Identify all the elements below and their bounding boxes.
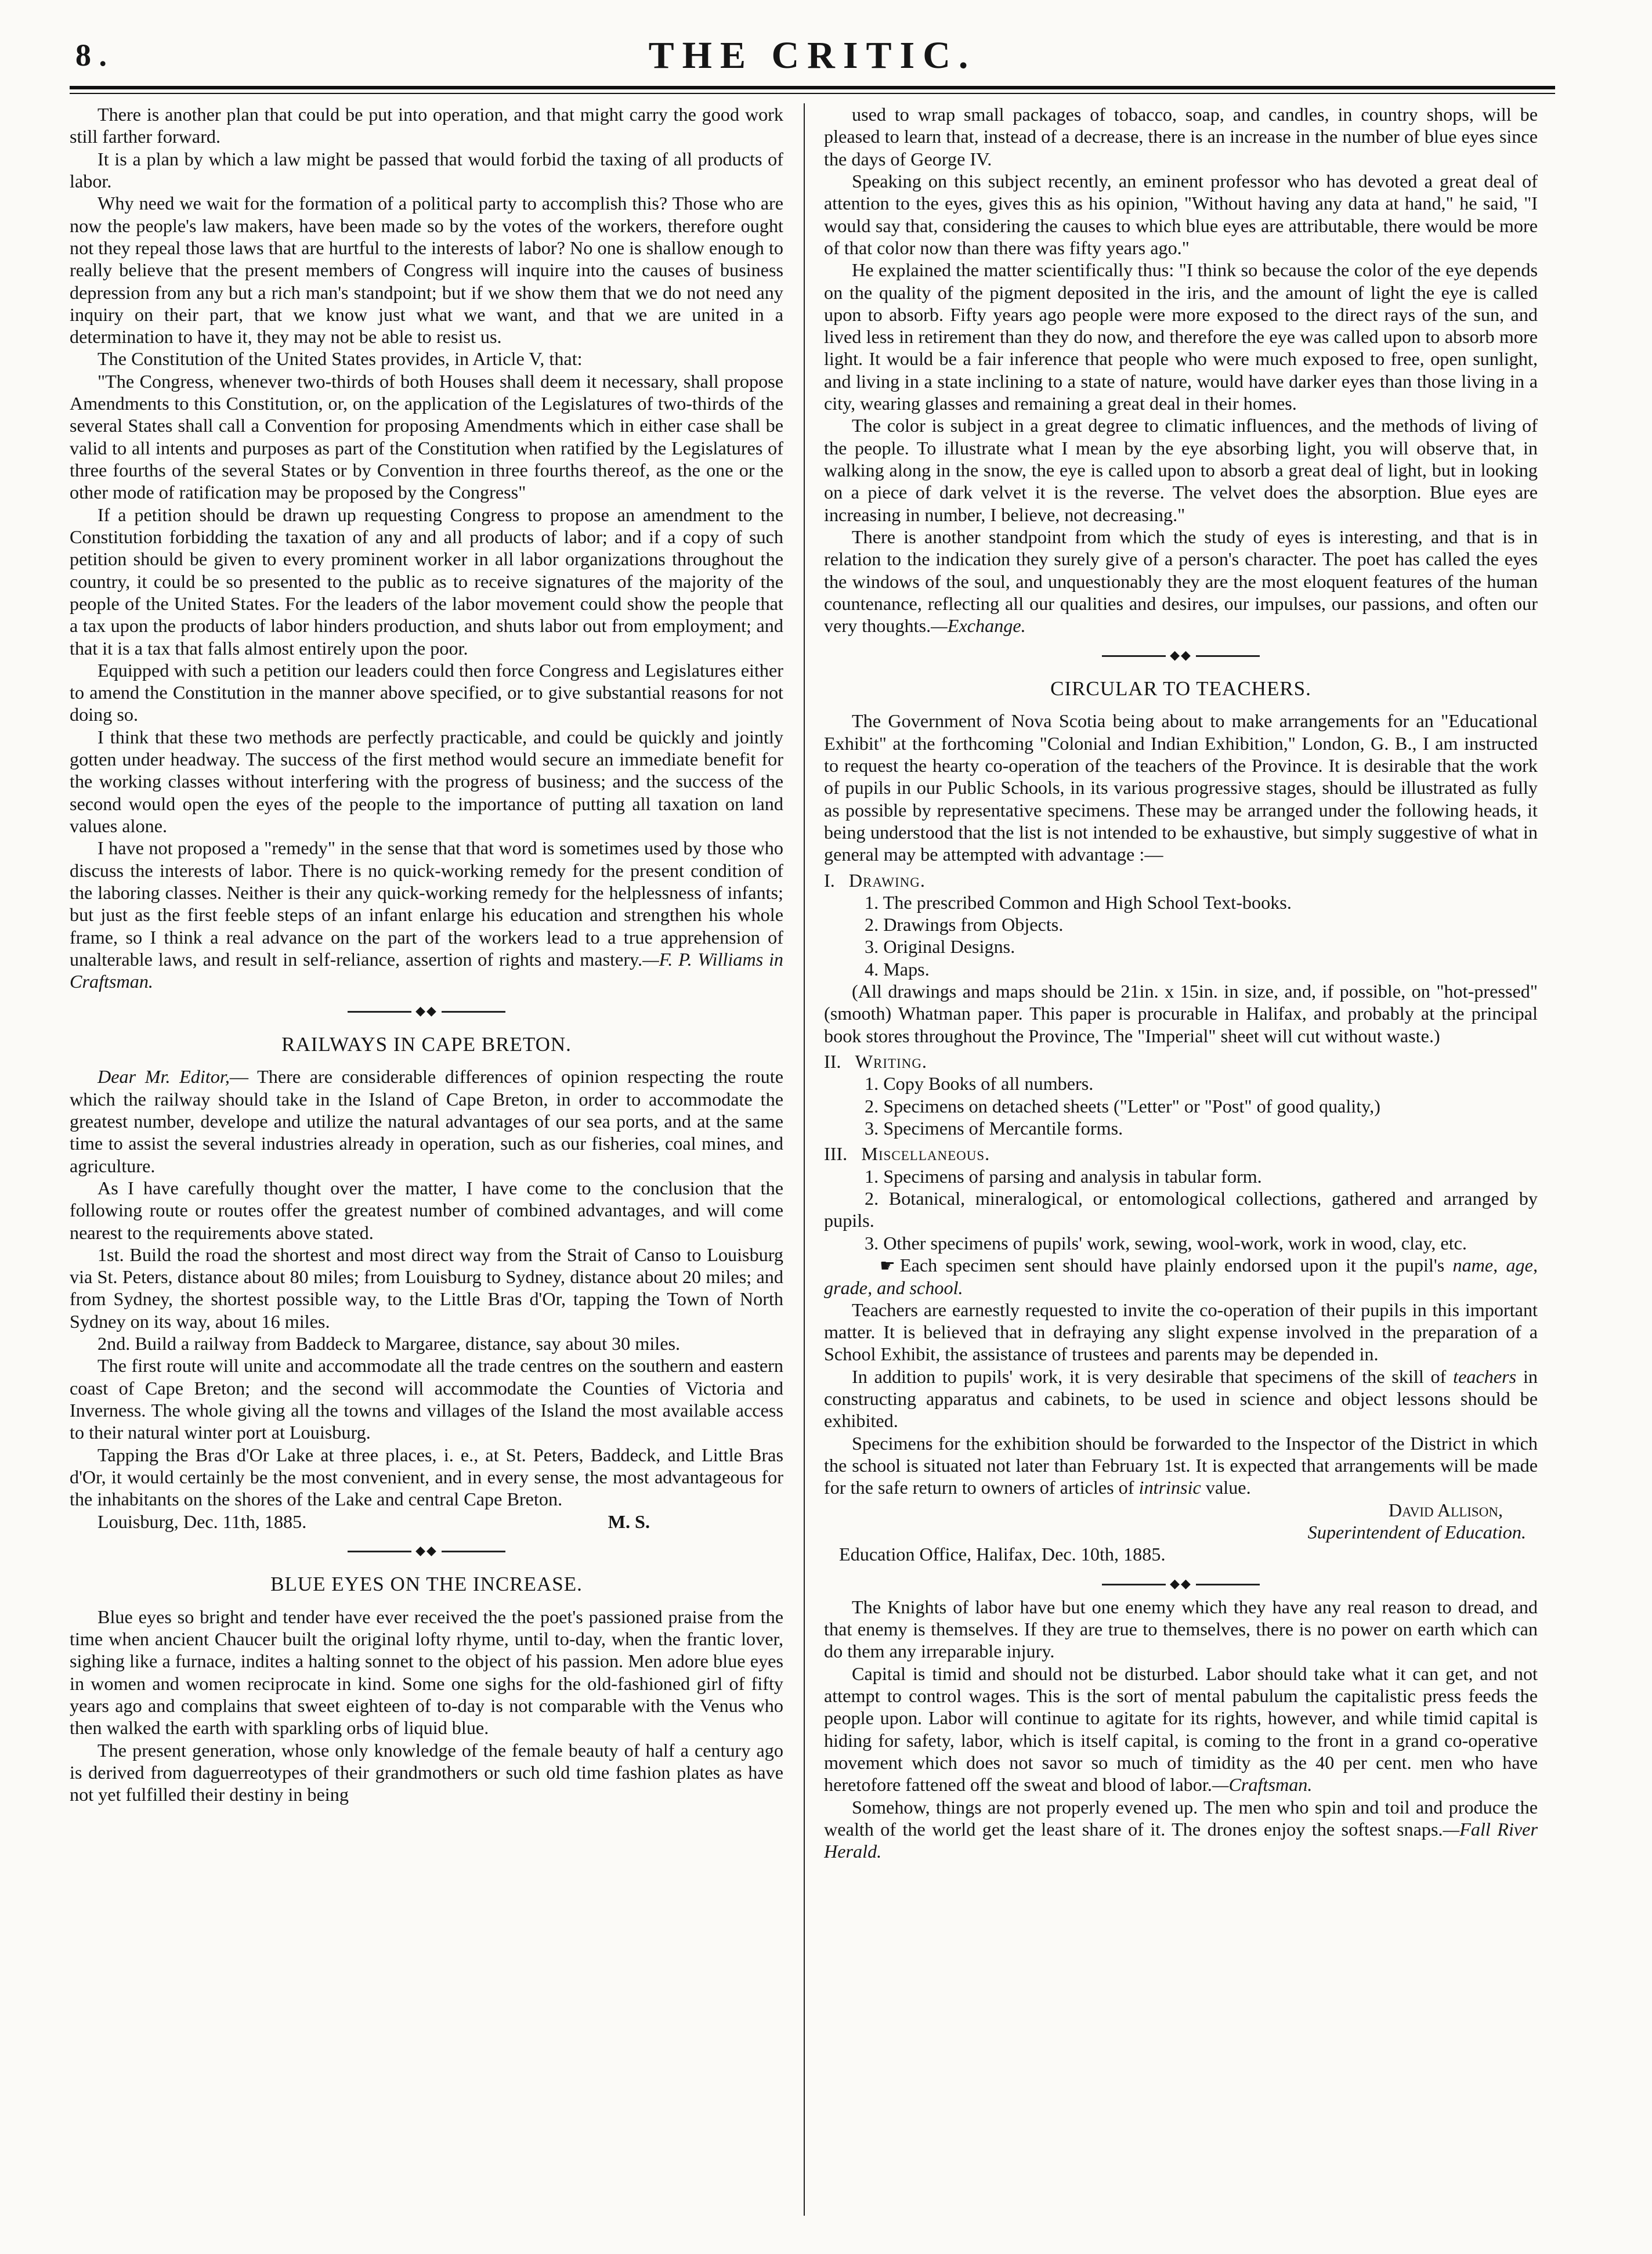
section-number: II. [824, 1051, 841, 1072]
article-source: —Fall River Herald. [824, 1818, 1538, 1862]
article-paragraph: If a petition should be drawn up requesting Congress to propose an amendment to the Constitution forbidding the taxation of any and all products of labor; and if a copy of such petition should be given to every prominent worker in all labor organizations throughout the country, it could be so presented to the public as to receive signatures of the majority of the people of the United States. For the leaders of the labor movement could show the people that a tax upon the products of labor hinders production, and shuts labor out from employment; and that it is a tax that falls almost entirely upon the poor. [70, 504, 783, 659]
paragraph-text: Capital is timid and should not be disturbed. Labor should take what it can get, and not attempt to control wages. This is the sort of mental pabulum the capitalistic press feeds the people upon. Labor will continue to agitate for its rights, however, and while timid capital is hiding for safety, labor, which is itself capital, is coming to the front in a grand co-operative movement which does not savor so much of timidity as the 40 per cent. men who have heretofore fattened off the sweat and blood of labor. [824, 1663, 1538, 1796]
list-item: 3. Other specimens of pupils' work, sewing, wool-work, work in wood, clay, etc. [865, 1232, 1467, 1254]
dateline: Education Office, Halifax, Dec. 10th, 1885. [839, 1544, 1166, 1565]
emphasis-text: teachers [1453, 1366, 1517, 1387]
salutation: Dear Mr. Editor, [97, 1066, 230, 1088]
emphasis-text: name, age, grade, and school. [824, 1254, 1538, 1298]
emphasis-text: intrinsic [1138, 1477, 1201, 1498]
paragraph-text: Somehow, things are not properly evened up. The men who spin and toil and produce the wealth of the world get the least share of it. The drones enjoy the softest snaps. [824, 1796, 1538, 1840]
article-paragraph: Tapping the Bras d'Or Lake at three places, i. e., at St. Peters, Baddeck, and Little Bras d'Or, it would certainly be the most convenient, and in every sense, the most advantageous for the inhabitants on the shores of the Lake and central Cape Breton. [70, 1444, 783, 1510]
article-paragraph: 1st. Build the road the shortest and most direct way from the Strait of Canso to Louisburg via St. Peters, distance about 80 miles; from Louisburg to Sydney, distance about 20 miles; and from Sydney, the shortest possible way, to the Little Bras d'Or, tapping the Town of North Sydney on its way, about 16 miles. [70, 1244, 783, 1332]
article-paragraph [70, 1065, 783, 1177]
section-label: Drawing. [848, 869, 926, 891]
signature-title: Superintendent of Education. [1307, 1521, 1526, 1543]
article-paragraph: Speaking on this subject recently, an eminent professor who has devoted a great deal of attention to the eyes, gives this as his opinion, "Without having any data at hand," he said, "I would say that, considering the causes to which blue eyes are attributable, there would be more of that color now than there was fifty years ago." [824, 170, 1538, 258]
newspaper-page [70, 23, 1555, 2228]
section-separator: ◆◆ [70, 1003, 783, 1018]
article-paragraph: Equipped with such a petition our leaders could then force Congress and Legislatures either to amend the Constitution in the manner above specified, or to give substantial reasons for not doing so. [70, 659, 783, 725]
paragraph-text: In addition to pupils' work, it is very desirable that specimens of the skill of [852, 1366, 1447, 1387]
pointing-hand-icon: ☛ [880, 1256, 895, 1276]
list-item: 1. Copy Books of all numbers. [865, 1073, 1094, 1095]
header-rule-thick [70, 86, 1555, 89]
article-paragraph: The color is subject in a great degree to climatic influences, and the methods of living of the people. To illustrate what I mean by the eye absorbing light, you will observe that, in walking along in the snow, the eye is called upon to absorb a great deal of light, but in looking on a piece of dark velvet it is the reverse. The velvet does the absorption. Blue eyes are increasing in number, I believe, not decreasing." [824, 415, 1538, 525]
signature-name: David Allison, [1388, 1499, 1503, 1520]
column-divider [804, 103, 805, 2216]
section-separator: ◆◆ [70, 1543, 783, 1558]
list-item: 3. Original Designs. [865, 936, 1015, 958]
article-paragraph: The Knights of labor have but one enemy which they have any real reason to dread, and that enemy is themselves. If they are true to themselves, there is no power on earth which can do them any irreparable injury. [824, 1596, 1538, 1662]
article-paragraph: Blue eyes so bright and tender have ever received the the poet's passioned praise from the time when ancient Chaucer built the original lofty rhyme, until to-day, when the frantic lover, sighing like a furnace, indites a halting sonnet to the object of his passion. Men adore blue eyes in women and women reciprocate in kind. Some one sighs for the old-fashioned girl of fifty years ago and complains that sweet eighteen of to-day is not comparable with the Venus who then walked the earth with sparkling orbs of liquid blue. [70, 1606, 783, 1739]
list-item: 2. Specimens on detached sheets ("Letter" or "Post" of good quality,) [865, 1095, 1380, 1117]
header-rule-thin [70, 93, 1555, 94]
article-paragraph: The first route will unite and accommodate all the trade centres on the southern and eastern coast of Cape Breton; and the second will accommodate the Counties of Victoria and Inverness. The whole giving all the towns and villages of the Island the most available access to their natural winter port at Louisburg. [70, 1355, 783, 1443]
list-item: 3. Specimens of Mercantile forms. [865, 1117, 1123, 1139]
article-source: —Exchange. [931, 615, 1026, 637]
article-heading: RAILWAYS IN CAPE BRETON. [281, 1032, 572, 1056]
paragraph-text: I have not proposed a "remedy" in the sense that that word is sometimes used by those who discuss the interests of labor. There is no quick-working remedy for the present condition of the laboring classes. Neither is their any quick-working remedy for the helplessness of infants; but just as the first feeble steps of an infant enlarge his education and strengthen his whole frame, so I think a real advance on the part of the workers lead to a true apprehension of unalterable laws, and result in self-reliance, assertion of rights and mastery. [70, 837, 783, 970]
article-paragraph: The present generation, whose only knowledge of the female beauty of half a century ago is derived from daguerreotypes of their grandmothers or such old time fashion plates as have not yet fulfilled their destiny in being [70, 1739, 783, 1805]
section-heading [824, 1143, 1538, 1165]
article-paragraph: The Government of Nova Scotia being about to make arrangements for an "Educational Exhibit" at the forthcoming "Colonial and Indian Exhibition," London, G. B., I am instructed to request the hearty co-operation of the teachers of the Province. It is desirable that the work of pupils in our Public Schools, in its various progressive stages, should be illustrated as fully as possible by representative specimens. These may be arranged under the following heads, it being understood that the list is not intended to be exhaustive, but simply suggestive of what in general may be attempted with advantage :— [824, 710, 1538, 865]
section-number: III. [824, 1143, 848, 1165]
left-column [70, 103, 783, 2216]
constitution-quote: "The Congress, whenever two-thirds of both Houses shall deem it necessary, shall propose Amendments to this Constitution, or, on the application of the Legislatures of two-thirds of the several States shall call a Convention for proposing Amendments which in either case shall be valid to all intents and purposes as part of the Constitution when ratified by the Legislatures of three fourths of the several States or by Convention in three fourths thereof, as the one or the other mode of ratification may be proposed by the Congress" [70, 370, 783, 503]
article-source: —Craftsman. [1212, 1774, 1313, 1796]
article-paragraph: There is another plan that could be put into operation, and that might carry the good work still farther forward. [70, 104, 783, 147]
section-label: Miscellaneous. [861, 1143, 991, 1165]
section-separator: ◆◆ [824, 1576, 1538, 1591]
page-number: 8 . [75, 38, 107, 73]
paragraph-text: Each specimen sent should have plainly endorsed upon it the pupil's [899, 1254, 1445, 1276]
article-paragraph: Why need we wait for the formation of a political party to accomplish this? Those who are now the people's law makers, have been made so by the votes of the workers, therefore ought not they repeal those laws that are hurtful to the interests of labor? No one is shallow enough to really believe that the present members of Congress will inquire into the causes of business depression from any but a rich man's standpoint; but if we show them that we do not need any inquiry on their part, that we know just what we want, and that we are united in a determination to have it, they may not be able to resist us. [70, 193, 783, 348]
section-label: Writing. [855, 1051, 927, 1072]
section-heading [824, 1050, 1538, 1072]
article-paragraph [824, 1663, 1538, 1796]
columns [70, 103, 1555, 2216]
section-separator: ◆◆ [824, 648, 1538, 663]
paragraph-text: in constructing apparatus and cabinets, to be used in science and object lessons should be exhibited. [824, 1366, 1538, 1432]
article-heading: CIRCULAR TO TEACHERS. [1050, 677, 1311, 700]
article-paragraph [824, 526, 1538, 637]
article-paragraph [824, 1796, 1538, 1863]
article-source: —F. P. Williams in Craftsman. [70, 948, 783, 992]
article-paragraph: It is a plan by which a law might be passed that would forbid the taxing of all products of labor. [70, 148, 783, 192]
list-item: 4. Maps. [865, 958, 930, 980]
article-paragraph: The Constitution of the United States provides, in Article V, that: [97, 348, 583, 370]
article-paragraph: used to wrap small packages of tobacco, soap, and candles, in country shops, will be pleased to learn that, instead of a decrease, there is an increase in the number of blue eyes since the days of George IV. [824, 104, 1538, 169]
paragraph-text: There is another standpoint from which the study of eyes is interesting, and that is in relation to the indication they surely give of a person's character. The poet has called the eyes the windows of the soul, and unquestionably they are the most eloquent features of the human countenance, reflecting all our qualities and desires, our impulses, our passions, and often our very thoughts. [824, 526, 1538, 637]
article-paragraph: Teachers are earnestly requested to invite the co-operation of their pupils in this important matter. It is believed that in defraying any slight expense involved in the preparation of a School Exhibit, the assistance of trustees and parents may be depended in. [824, 1299, 1538, 1365]
paragraph-text: Specimens for the exhibition should be forwarded to the Inspector of the District in which the school is situated not later than February 1st. It is expected that arrangements will be made for the safe return to owners of articles of [824, 1432, 1538, 1498]
drawing-note: (All drawings and maps should be 21in. x 15in. in size, and, if possible, on "hot-pressed" (smooth) Whatman paper. This paper is procurable in Halifax, and probably at the principal book stores throughout the Province, The "Imperial" sheet will cut without waste.) [824, 981, 1538, 1046]
article-paragraph [70, 837, 783, 992]
newspaper-title: THE CRITIC. [648, 34, 977, 77]
list-item: 2. Drawings from Objects. [865, 914, 1064, 935]
list-item: 1. The prescribed Common and High School Text-books. [865, 891, 1292, 913]
author-initials: M. S. [608, 1511, 650, 1532]
section-number: I. [824, 869, 835, 891]
article-heading: BLUE EYES ON THE INCREASE. [270, 1573, 583, 1596]
section-heading [824, 869, 1538, 891]
article-paragraph [824, 1366, 1538, 1432]
article-paragraph [824, 1432, 1538, 1499]
article-paragraph: As I have carefully thought over the matter, I have come to the conclusion that the following route or routes offer the greatest number of combined advantages, and will come nearest to the requirements above stated. [70, 1177, 783, 1243]
endorse-note [824, 1254, 1538, 1299]
right-column [824, 103, 1538, 2216]
paragraph-text: — There are considerable differences of opinion respecting the route which the railway should take in the Island of Cape Breton, in order to accommodate the greatest number, develope and utilize the natural advantages of our sea ports, and at the same time to assist the several industries already in operation, such as our fisheries, coal mines, and agriculture. [70, 1066, 783, 1176]
dateline-text: Louisburg, Dec. 11th, 1885. [97, 1511, 307, 1532]
paragraph-text: value. [1205, 1477, 1251, 1498]
masthead [70, 23, 1555, 93]
article-paragraph: He explained the matter scientifically thus: "I think so because the color of the eye depends on the quality of the pigment deposited in the iris, and the amount of light the eye is called upon to absorb. Fifty years ago people were more exposed to the direct rays of the sun, and lived less in retirement than they do now, and therefore the eye was called upon to absorb more light. It would be a fair inference that people who were much exposed to free, open sunlight, and living in a state inclining to a state of nature, would have darker eyes than those living in a city, wearing glasses and remaining a great deal in their homes. [824, 259, 1538, 414]
article-paragraph: I think that these two methods are perfectly practicable, and could be quickly and jointly gotten under headway. The success of the first method would secure an immediate benefit for the working classes without interfering with the progress of business; and the success of the second would open the eyes of the people to the importance of putting all taxation on land values alone. [70, 726, 783, 836]
list-item: 1. Specimens of parsing and analysis in tabular form. [865, 1165, 1262, 1187]
article-paragraph: 2nd. Build a railway from Baddeck to Margaree, distance, say about 30 miles. [97, 1333, 681, 1354]
list-item: 2. Botanical, mineralogical, or entomological collections, gathered and arranged by pupils. [824, 1187, 1538, 1231]
dateline [70, 1511, 783, 1533]
